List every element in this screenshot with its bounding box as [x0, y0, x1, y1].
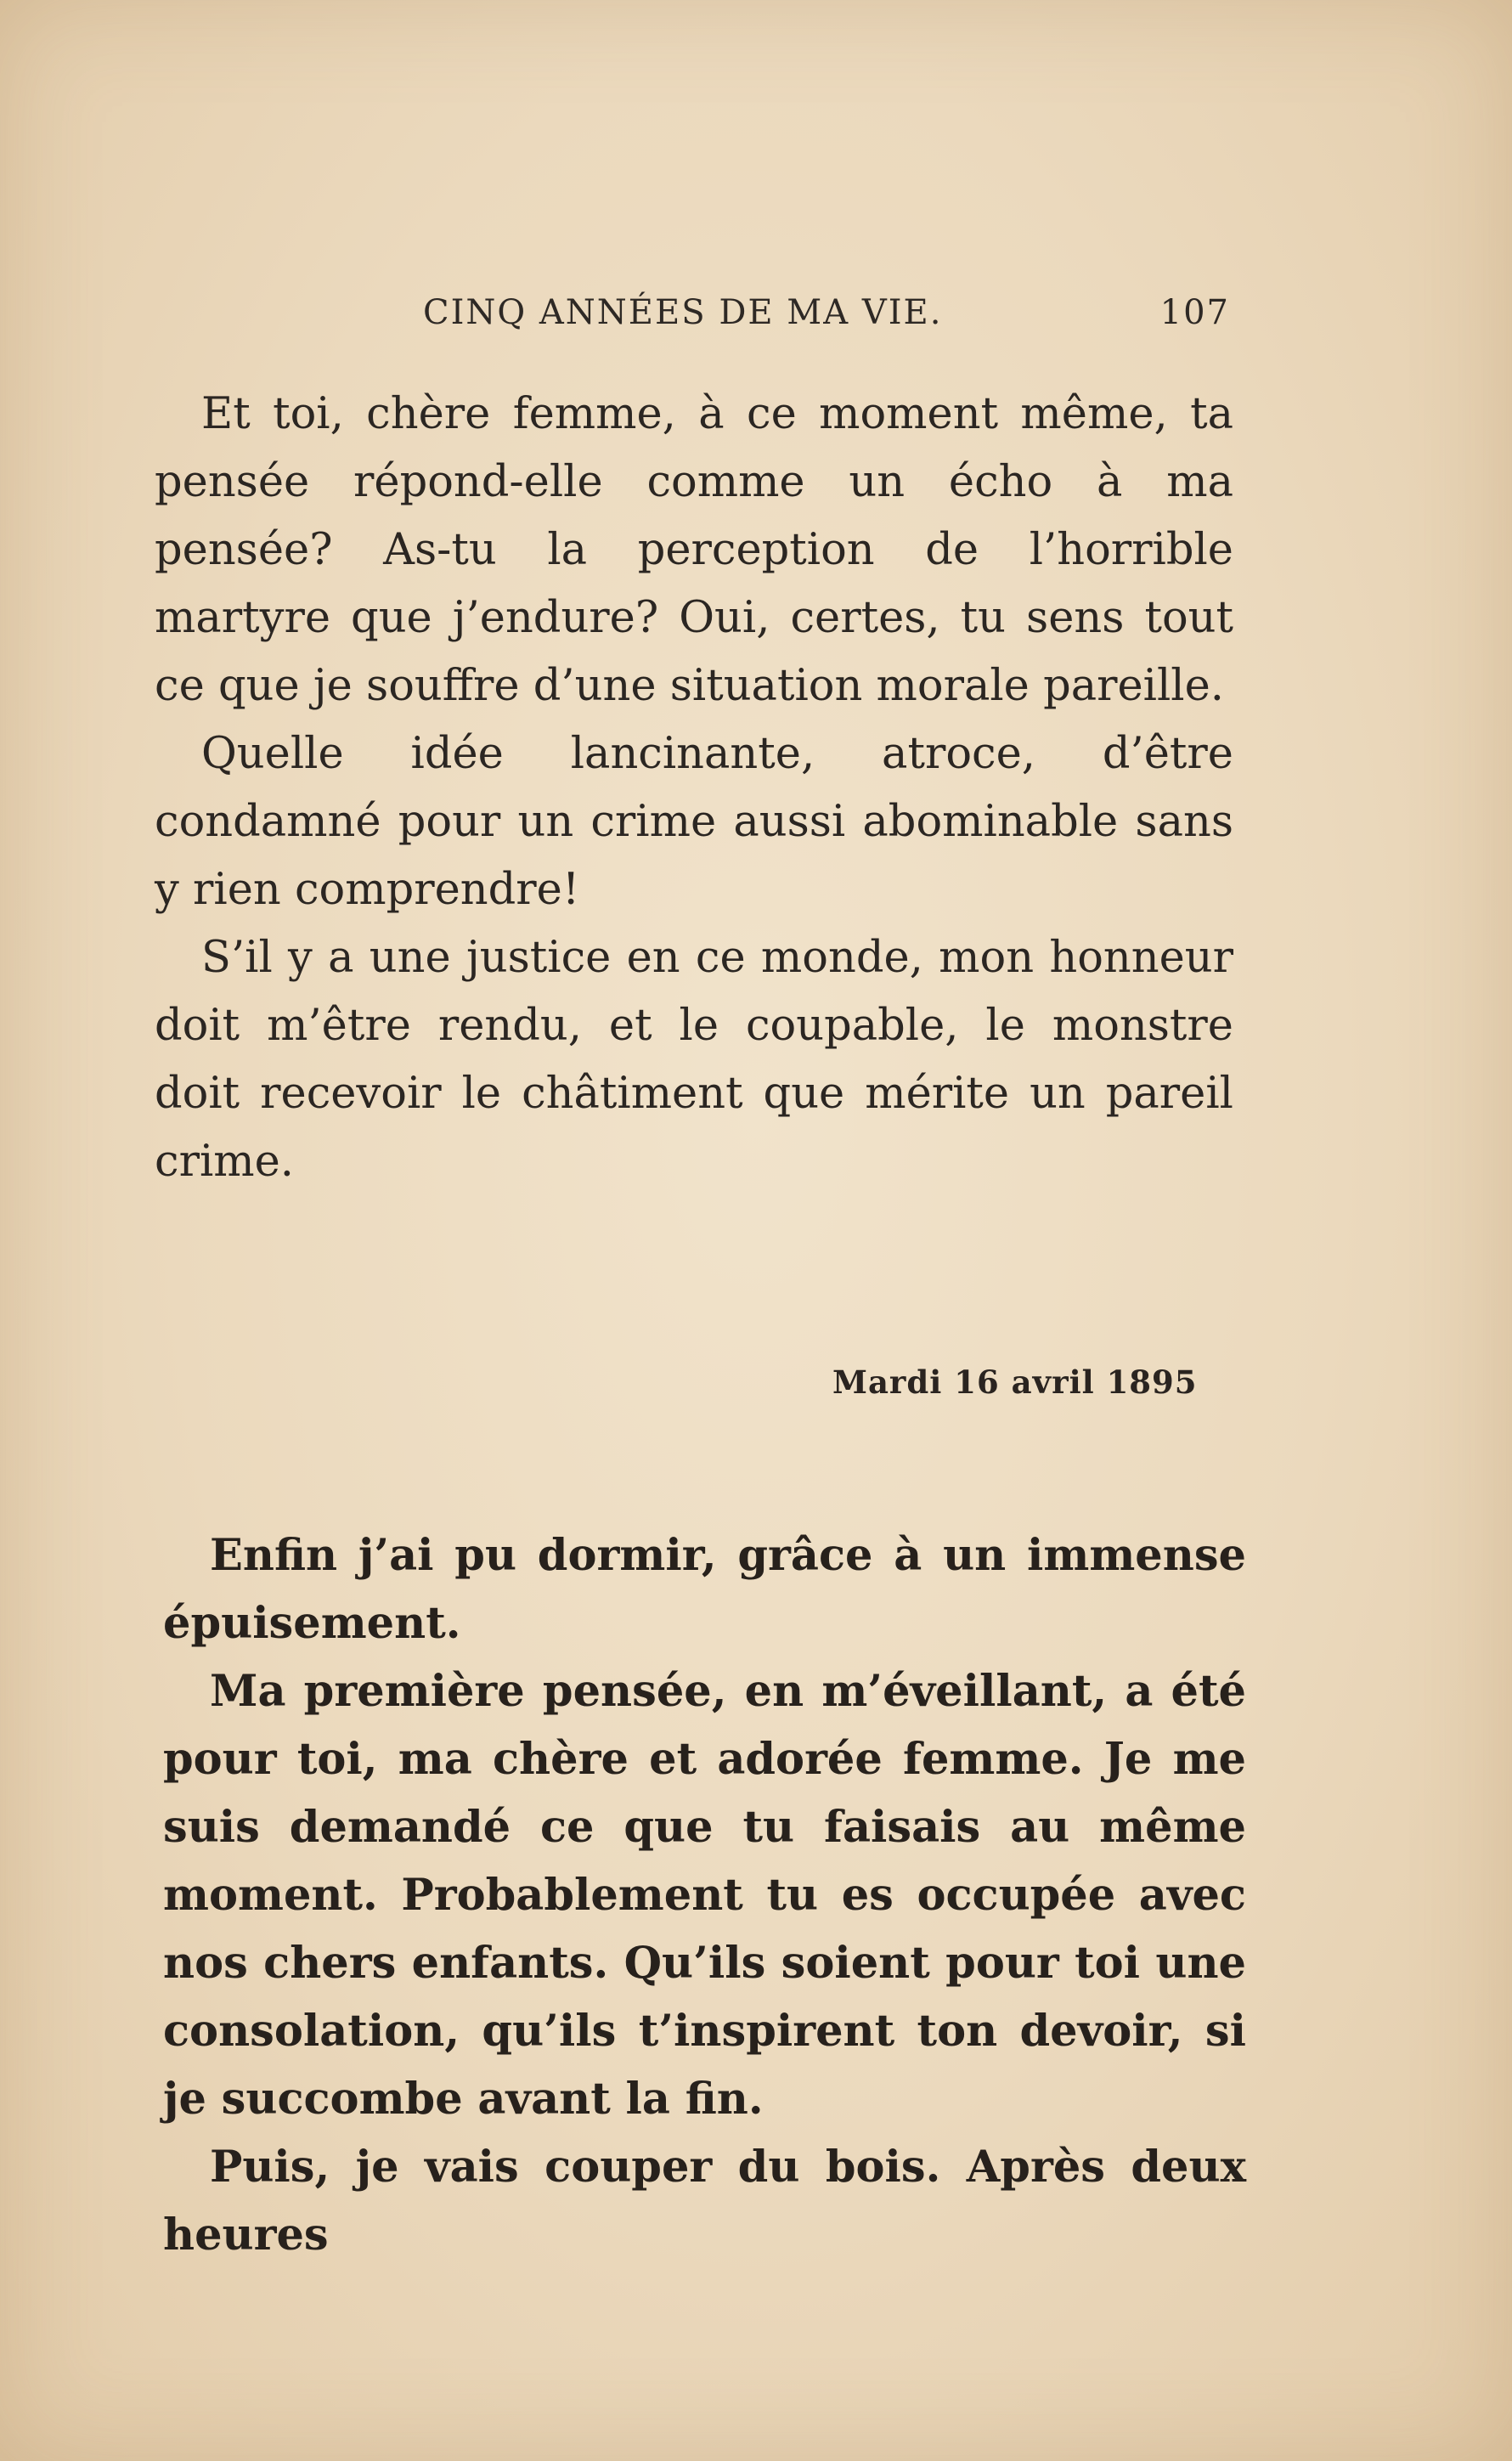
running-title: CINQ ANNÉES DE MA VIE. — [423, 293, 943, 332]
entry-2-text — [163, 1521, 1246, 2269]
entry-date: Mardi 16 avril 1895 — [832, 1363, 1198, 1401]
page-number: 107 — [1159, 293, 1230, 332]
paragraph: Et toi, chère femme, à ce moment même, ta pensée répond-elle comme un écho à ma pensée? As-tu la perception de l’horrible martyre que j’endure? Oui, certes, tu sens tout ce que je souffre d’une situation morale pareille. — [155, 389, 1233, 711]
entry-1-text — [155, 381, 1233, 1196]
paragraph: Quelle idée lancinante, atroce, d’être condamné pour un crime aussi abominable sans y rien comprendre! — [155, 729, 1233, 915]
paragraph: Enfin j’ai pu dormir, grâce à un immense épuisement. — [163, 1530, 1246, 1649]
paragraph: S’il y a une justice en ce monde, mon honneur doit m’être rendu, et le coupable, le monstre doit recevoir le châtiment que mérite un pareil crime. — [155, 933, 1233, 1187]
paragraph: Puis, je vais couper du bois. Après deux heures — [163, 2142, 1246, 2261]
paragraph: Ma première pensée, en m’éveillant, a été pour toi, ma chère et adorée femme. Je me suis demandé ce que tu faisais au même moment. Probablement tu es occupée avec nos chers enfants. Qu’ils soient pour toi une consolation, qu’ils t’inspirent ton devoir, si je succombe avant la fin. — [163, 1666, 1246, 2125]
